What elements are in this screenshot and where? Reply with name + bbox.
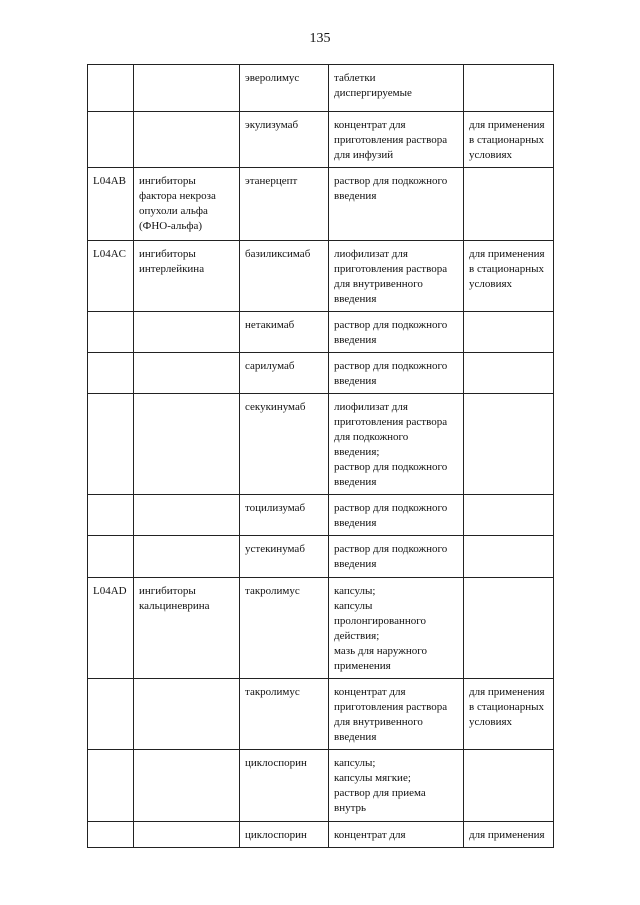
atc-code-cell [88, 750, 134, 822]
group-name-cell [134, 495, 240, 536]
table-row [88, 822, 554, 848]
dosage-form-cell: раствор для подкожного введения [329, 312, 464, 353]
page-number: 135 [309, 31, 331, 46]
drug-name-cell: циклоспорин [240, 750, 329, 822]
usage-note-cell [464, 750, 554, 822]
dosage-form-cell: концентрат для [329, 822, 464, 848]
usage-note-cell: для применения в стационарных условиях [464, 112, 554, 168]
group-name-cell [134, 679, 240, 750]
usage-note-cell [464, 168, 554, 241]
dosage-form-cell: капсулы; капсулы мягкие; раствор для приема внутрь [329, 750, 464, 822]
drug-name-cell: базиликсимаб [240, 241, 329, 312]
atc-code-cell [88, 312, 134, 353]
drug-name-cell: экулизумаб [240, 112, 329, 168]
drug-name-cell: устекинумаб [240, 536, 329, 578]
atc-code-cell [88, 495, 134, 536]
group-name-cell [134, 65, 240, 112]
drug-table [87, 64, 554, 848]
drug-name-cell: нетакимаб [240, 312, 329, 353]
drug-name-cell: такролимус [240, 578, 329, 679]
group-name-cell [134, 750, 240, 822]
dosage-form-cell: раствор для подкожного введения [329, 168, 464, 241]
usage-note-cell: для применения в стационарных условиях [464, 679, 554, 750]
usage-note-cell: для применения [464, 822, 554, 848]
table-row [88, 750, 554, 822]
table-row [88, 112, 554, 168]
group-name-cell [134, 822, 240, 848]
atc-code-cell: L04AC [88, 241, 134, 312]
drug-table-body [88, 65, 554, 848]
table-row [88, 578, 554, 679]
table-row [88, 394, 554, 495]
drug-name-cell: такролимус [240, 679, 329, 750]
table-row [88, 679, 554, 750]
table-row [88, 65, 554, 112]
usage-note-cell [464, 65, 554, 112]
dosage-form-cell: раствор для подкожного введения [329, 353, 464, 394]
group-name-cell [134, 312, 240, 353]
group-name-cell [134, 536, 240, 578]
usage-note-cell [464, 312, 554, 353]
atc-code-cell [88, 536, 134, 578]
drug-name-cell: тоцилизумаб [240, 495, 329, 536]
atc-code-cell [88, 65, 134, 112]
atc-code-cell [88, 679, 134, 750]
group-name-cell [134, 353, 240, 394]
drug-name-cell: этанерцепт [240, 168, 329, 241]
dosage-form-cell: раствор для подкожного введения [329, 495, 464, 536]
dosage-form-cell: концентрат для приготовления раствора для внутривенного введения [329, 679, 464, 750]
dosage-form-cell: концентрат для приготовления раствора для инфузий [329, 112, 464, 168]
dosage-form-cell: лиофилизат для приготовления раствора для подкожного введения; раствор для подкожного введения [329, 394, 464, 495]
atc-code-cell [88, 112, 134, 168]
drug-name-cell: секукинумаб [240, 394, 329, 495]
drug-name-cell: эверолимус [240, 65, 329, 112]
drug-name-cell: сарилумаб [240, 353, 329, 394]
group-name-cell [134, 394, 240, 495]
usage-note-cell [464, 495, 554, 536]
dosage-form-cell: лиофилизат для приготовления раствора для внутривенного введения [329, 241, 464, 312]
table-row [88, 312, 554, 353]
table-row [88, 168, 554, 241]
atc-code-cell: L04AB [88, 168, 134, 241]
group-name-cell: ингибиторы интерлейкина [134, 241, 240, 312]
group-name-cell [134, 112, 240, 168]
group-name-cell: ингибиторы кальциневрина [134, 578, 240, 679]
atc-code-cell [88, 353, 134, 394]
dosage-form-cell: раствор для подкожного введения [329, 536, 464, 578]
table-row [88, 241, 554, 312]
dosage-form-cell: капсулы; капсулы пролонгированного действия; мазь для наружного применения [329, 578, 464, 679]
group-name-cell: ингибиторы фактора некроза опухоли альфа (ФНО-альфа) [134, 168, 240, 241]
table-row [88, 536, 554, 578]
atc-code-cell: L04AD [88, 578, 134, 679]
usage-note-cell [464, 394, 554, 495]
dosage-form-cell: таблетки диспергируемые [329, 65, 464, 112]
atc-code-cell [88, 822, 134, 848]
drug-name-cell: циклоспорин [240, 822, 329, 848]
table-row [88, 495, 554, 536]
usage-note-cell [464, 353, 554, 394]
usage-note-cell [464, 578, 554, 679]
table-row [88, 353, 554, 394]
atc-code-cell [88, 394, 134, 495]
usage-note-cell: для применения в стационарных условиях [464, 241, 554, 312]
usage-note-cell [464, 536, 554, 578]
